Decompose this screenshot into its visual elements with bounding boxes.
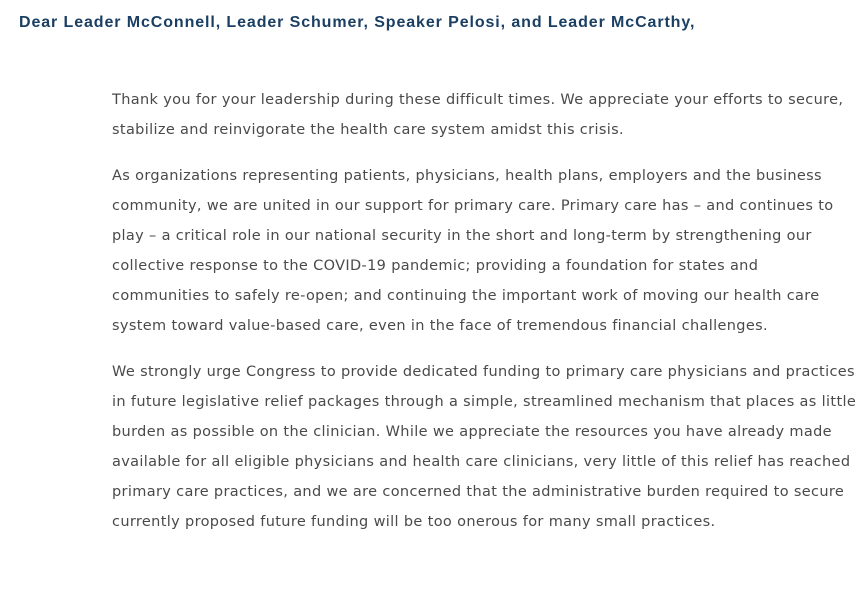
paragraph-funding-request: We strongly urge Congress to provide dedicated funding to primary care physicians and practices in future legislative relief packages through a simple, streamlined mechanism that places as little burden as possible on the clinician. While we appreciate the resources you have already made available for all eligible physicians and health care clinicians, very little of this relief has reached primary care practices, and we are concerned that the administrative burden required to secure currently proposed future funding will be too onerous for many small practices. <box>112 364 857 530</box>
letter-body <box>112 85 858 553</box>
letter-salutation: Dear Leader McConnell, Leader Schumer, Speaker Pelosi, and Leader McCarthy, <box>19 14 696 31</box>
paragraph-intro: Thank you for your leadership during these difficult times. We appreciate your efforts to secure, stabilize and reinvigorate the health care system amidst this crisis. <box>112 92 844 138</box>
paragraph-support-primary-care: As organizations representing patients, physicians, health plans, employers and the business community, we are united in our support for primary care. Primary care has – and continues to play – a critical role in our national security in the short and long-term by strengthening our collective response to the COVID-19 pandemic; providing a foundation for states and communities to safely re-open; and continuing the important work of moving our health care system toward value-based care, even in the face of tremendous financial challenges. <box>112 168 834 334</box>
